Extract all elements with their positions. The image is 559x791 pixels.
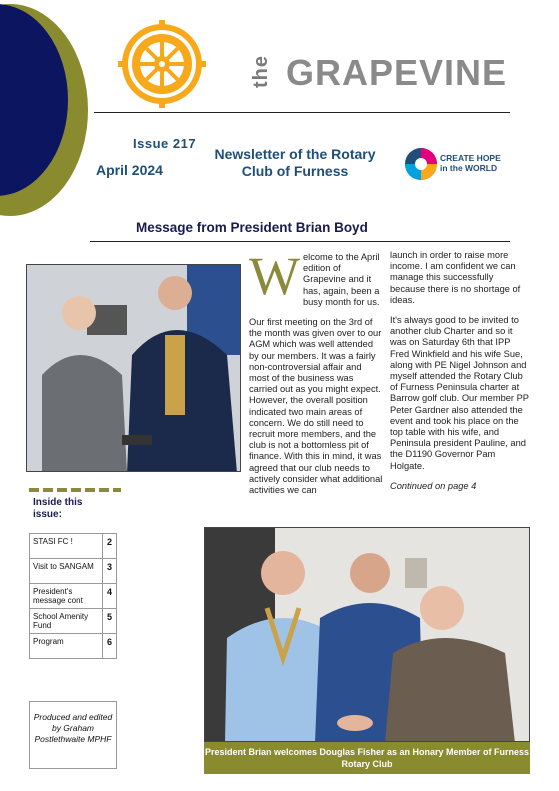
table-row[interactable] bbox=[30, 534, 117, 559]
contents-page: 5 bbox=[103, 609, 117, 634]
article-paragraph: It's always good to be invited to another club Charter and so it was on Saturday 6th that IPP Fred Winkfield and his wife Sue, along with PE Nigel Johnson and myself attended the Rotary Club of Furness Peninsula charter at Barrow golf club. Our member PP Peter Gardner also attended the event and took his place on the top table with his wife, and Peninsula president Pauline, and the D1190 Governor Pam Holgate. bbox=[390, 315, 529, 471]
inside-title: Inside this issue: bbox=[33, 497, 83, 520]
newsletter-title: Newsletter of the Rotary Club of Furness bbox=[214, 146, 376, 179]
article-column-1 bbox=[249, 246, 384, 505]
divider-dashes bbox=[29, 488, 121, 492]
article-paragraph: Welcome to the April edition of Grapevine and it has, again, been a busy month for us. bbox=[249, 246, 380, 307]
masthead-title: GRAPEVINE bbox=[286, 52, 508, 93]
contents-page: 6 bbox=[103, 634, 117, 659]
table-row[interactable] bbox=[30, 634, 117, 659]
table-row[interactable] bbox=[30, 584, 117, 609]
decorative-corner bbox=[0, 0, 110, 220]
photo-caption: President Brian welcomes Douglas Fisher as an Honary Member of Furness Rotary Club bbox=[204, 742, 530, 774]
contents-page: 2 bbox=[103, 534, 117, 559]
dropcap: W bbox=[249, 246, 300, 306]
table-row[interactable] bbox=[30, 559, 117, 584]
photo-presidents bbox=[26, 264, 241, 472]
continued-note: Continued on page 4 bbox=[390, 480, 477, 491]
issue-number: Issue 217 bbox=[133, 136, 197, 151]
contents-label: School Amenity Fund bbox=[30, 609, 103, 634]
contents-table bbox=[29, 533, 117, 659]
masthead-the: the bbox=[250, 55, 272, 88]
contents-label: President's message cont bbox=[30, 584, 103, 609]
contents-page: 3 bbox=[103, 559, 117, 584]
issue-date: April 2024 bbox=[96, 162, 163, 178]
create-hope-line2: in the WORLD bbox=[440, 163, 498, 173]
divider bbox=[90, 241, 510, 242]
divider bbox=[94, 112, 510, 113]
create-hope-logo bbox=[404, 146, 514, 182]
message-heading: Message from President Brian Boyd bbox=[136, 220, 368, 235]
contents-page: 4 bbox=[103, 584, 117, 609]
create-hope-line1: CREATE HOPE bbox=[440, 153, 501, 163]
table-row[interactable] bbox=[30, 609, 117, 634]
contents-label: Visit to SANGAM bbox=[30, 559, 103, 584]
article-paragraph: launch in order to raise more income. I am confident we can manage this successfully because there is no shortage of ideas. bbox=[390, 250, 521, 305]
article-paragraph: Our first meeting on the 3rd of the month was given over to our AGM which was well attended by our members. It was a fairly non-controversial affair and most of the business was carried out as you might expect. However, the overall position indicated two main areas of concern. We do still need to recruit more members, and the club is not a bottomless pit of finance. With this in mind, it was agreed that our club needs to actively consider what additional activities we can bbox=[249, 317, 383, 496]
contents-label: Program bbox=[30, 634, 103, 659]
article-column-2 bbox=[390, 250, 530, 501]
create-hope-icon bbox=[404, 146, 438, 182]
photo-honorary-member bbox=[204, 527, 530, 742]
credit-box: Produced and edited by Graham Postlethwaite MPHF bbox=[29, 701, 117, 769]
contents-label: STASI FC ! bbox=[30, 534, 103, 559]
rotary-logo bbox=[118, 20, 206, 108]
